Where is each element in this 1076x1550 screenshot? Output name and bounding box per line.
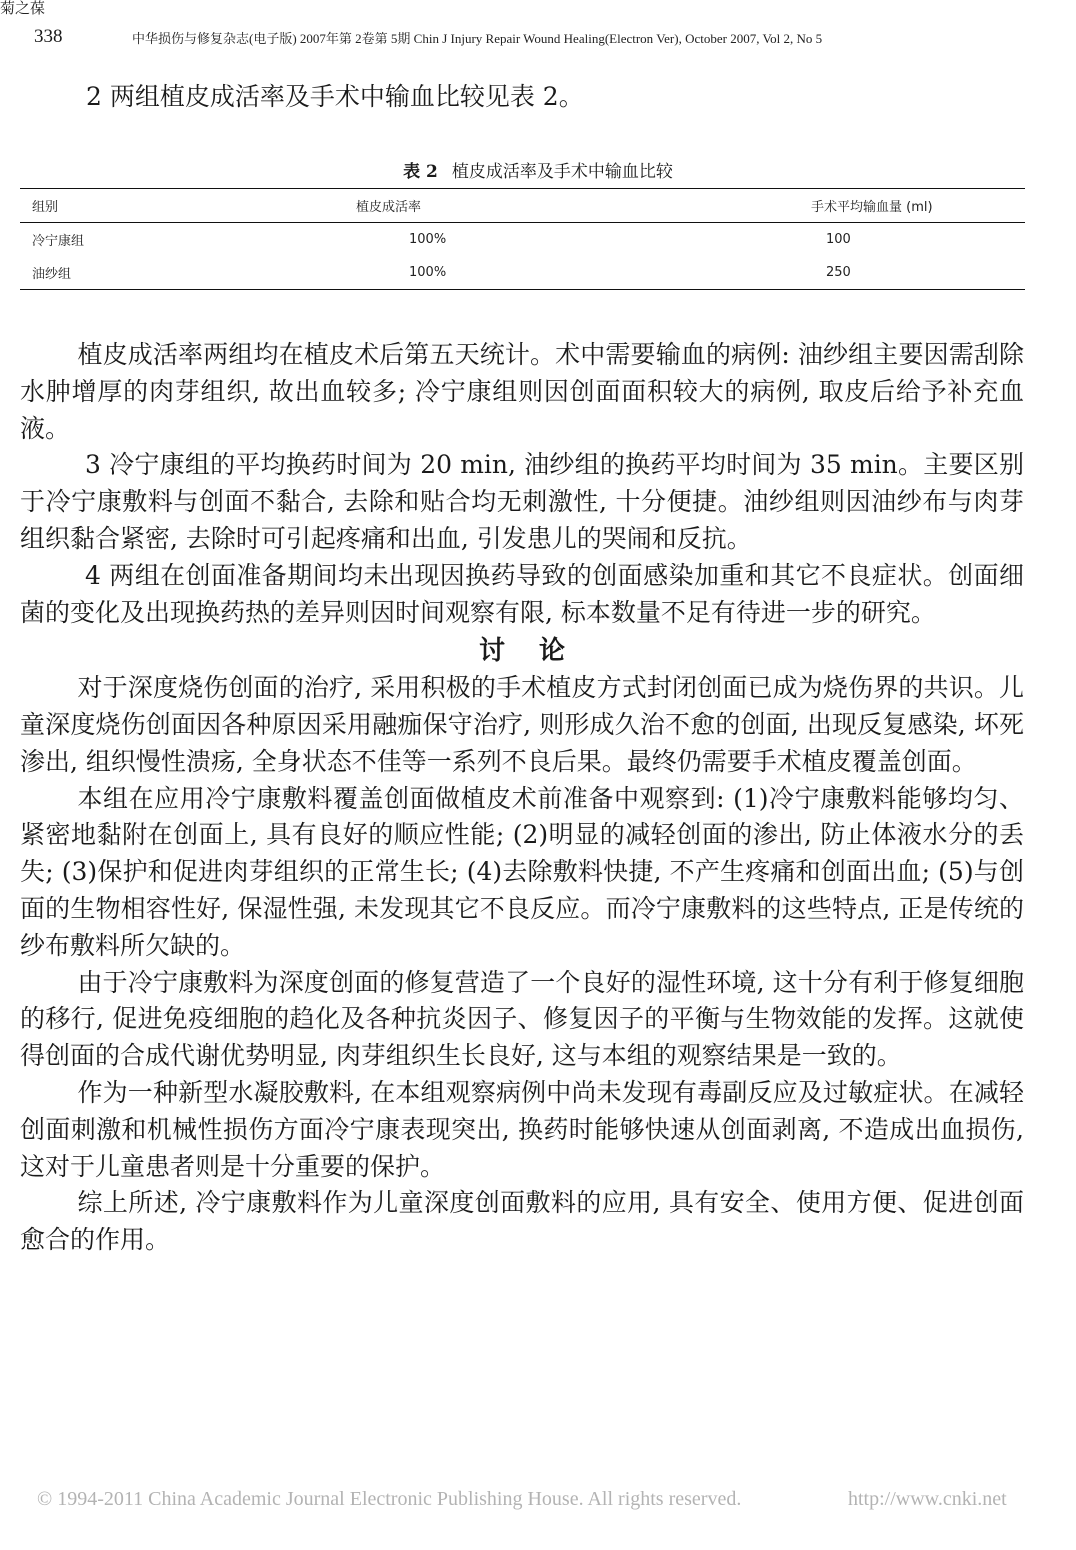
table-row	[20, 223, 1025, 257]
table-cell: 100%	[409, 232, 447, 247]
paragraph: 本组在应用冷宁康敷料覆盖创面做植皮术前准备中观察到: (1)冷宁康敷料能够均匀、紧密地黏附在创面上, 具有良好的顺应性能; (2)明显的减轻创面的渗出, 防止体液水分的丢失; (3)保护和促进肉芽组织的正常生长; (4)去除敷料快捷, 不产生疼痛和创面出血; (5)与创面的生物相容性好, 保湿性强, 未发现其它不良反应。而冷宁康敷料的这些特点, 正是传统的纱布敷料所欠缺的。	[20, 783, 1024, 960]
page-number: 338	[34, 26, 63, 47]
table-caption-label: 表 2	[403, 162, 438, 182]
paragraph: 对于深度烧伤创面的治疗, 采用积极的手术植皮方式封闭创面已成为烧伤界的共识。儿童深度烧伤创面因各种原因采用融痂保守治疗, 则形成久治不愈的创面, 出现反复感染, 坏死渗出, 组织慢性溃疡, 全身状态不佳等一系列不良后果。最终仍需要手术植皮覆盖创面。	[20, 673, 1024, 776]
table-header-row	[20, 189, 1025, 223]
table-cell: 冷宁康组	[32, 234, 85, 249]
table-caption-title: 植皮成活率及手术中输血比较	[451, 162, 673, 182]
footer-url-link[interactable]: http://www.cnki.net	[848, 1488, 1007, 1510]
paragraph: 植皮成活率两组均在植皮术后第五天统计。术中需要输血的病例: 油纱组主要因需刮除水肿增厚的肉芽组织, 故出血较多; 冷宁康组则因创面面积较大的病例, 取皮后给予补充血液。	[20, 340, 1024, 443]
corner-author: 菊之葆	[0, 0, 46, 17]
copyright-notice: © 1994-2011 China Academic Journal Electronic Publishing House. All rights reserved.	[37, 1488, 742, 1510]
table-cell: 100%	[409, 265, 447, 280]
table-cell: 250	[826, 265, 851, 280]
paragraph: 由于冷宁康敷料为深度创面的修复营造了一个良好的湿性环境, 这十分有利于修复细胞的移行, 促进免疫细胞的趋化及各种抗炎因子、修复因子的平衡与生物效能的发挥。这就使得创面的合成代谢优势明显, 肉芽组织生长良好, 这与本组的观察结果是一致的。	[20, 967, 1024, 1071]
paragraph: 综上所述, 冷宁康敷料作为儿童深度创面敷料的应用, 具有安全、使用方便、促进创面愈合的作用。	[20, 1188, 1024, 1255]
paragraph: 作为一种新型水凝胶敷料, 在本组观察病例中尚未发现有毒副反应及过敏症状。在减轻创面刺激和机械性损伤方面冷宁康表现突出, 换药时能够快速从创面剥离, 不造成出血损伤, 这对于儿童患者则是十分重要的保护。	[20, 1077, 1024, 1181]
paragraph: 3 冷宁康组的平均换药时间为 20 min, 油纱组的换药平均时间为 35 min。主要区别于冷宁康敷料与创面不黏合, 去除和贴合均无刺激性, 十分便捷。油纱组则因油纱布与肉芽组织黏合紧密, 去除时可引起疼痛和出血, 引发患儿的哭闹和反抗。	[20, 450, 1024, 553]
data-table	[20, 188, 1025, 290]
result-item-2: 2 两组植皮成活率及手术中输血比较见表 2。	[86, 82, 584, 111]
table-caption	[0, 157, 1076, 182]
column-header-transfusion: 手术平均输血量 (ml)	[811, 200, 933, 215]
article-body	[20, 337, 1024, 1259]
table-cell: 100	[826, 232, 851, 247]
table-row	[20, 256, 1025, 290]
table-cell: 油纱组	[32, 267, 72, 282]
column-header-group: 组别	[32, 200, 59, 215]
running-header: 中华损伤与修复杂志(电子版) 2007年第 2卷第 5期 Chin J Injury Repair Wound Healing(Electron Ver), October 2007, Vol 2, No 5	[132, 31, 823, 46]
column-header-survival-rate: 植皮成活率	[356, 200, 422, 215]
discussion-heading: 讨论	[478, 636, 599, 667]
paragraph: 4 两组在创面准备期间均未出现因换药导致的创面感染加重和其它不良症状。创面细菌的变化及出现换药热的差异则因时间观察有限, 标本数量不足有待进一步的研究。	[20, 560, 1024, 627]
